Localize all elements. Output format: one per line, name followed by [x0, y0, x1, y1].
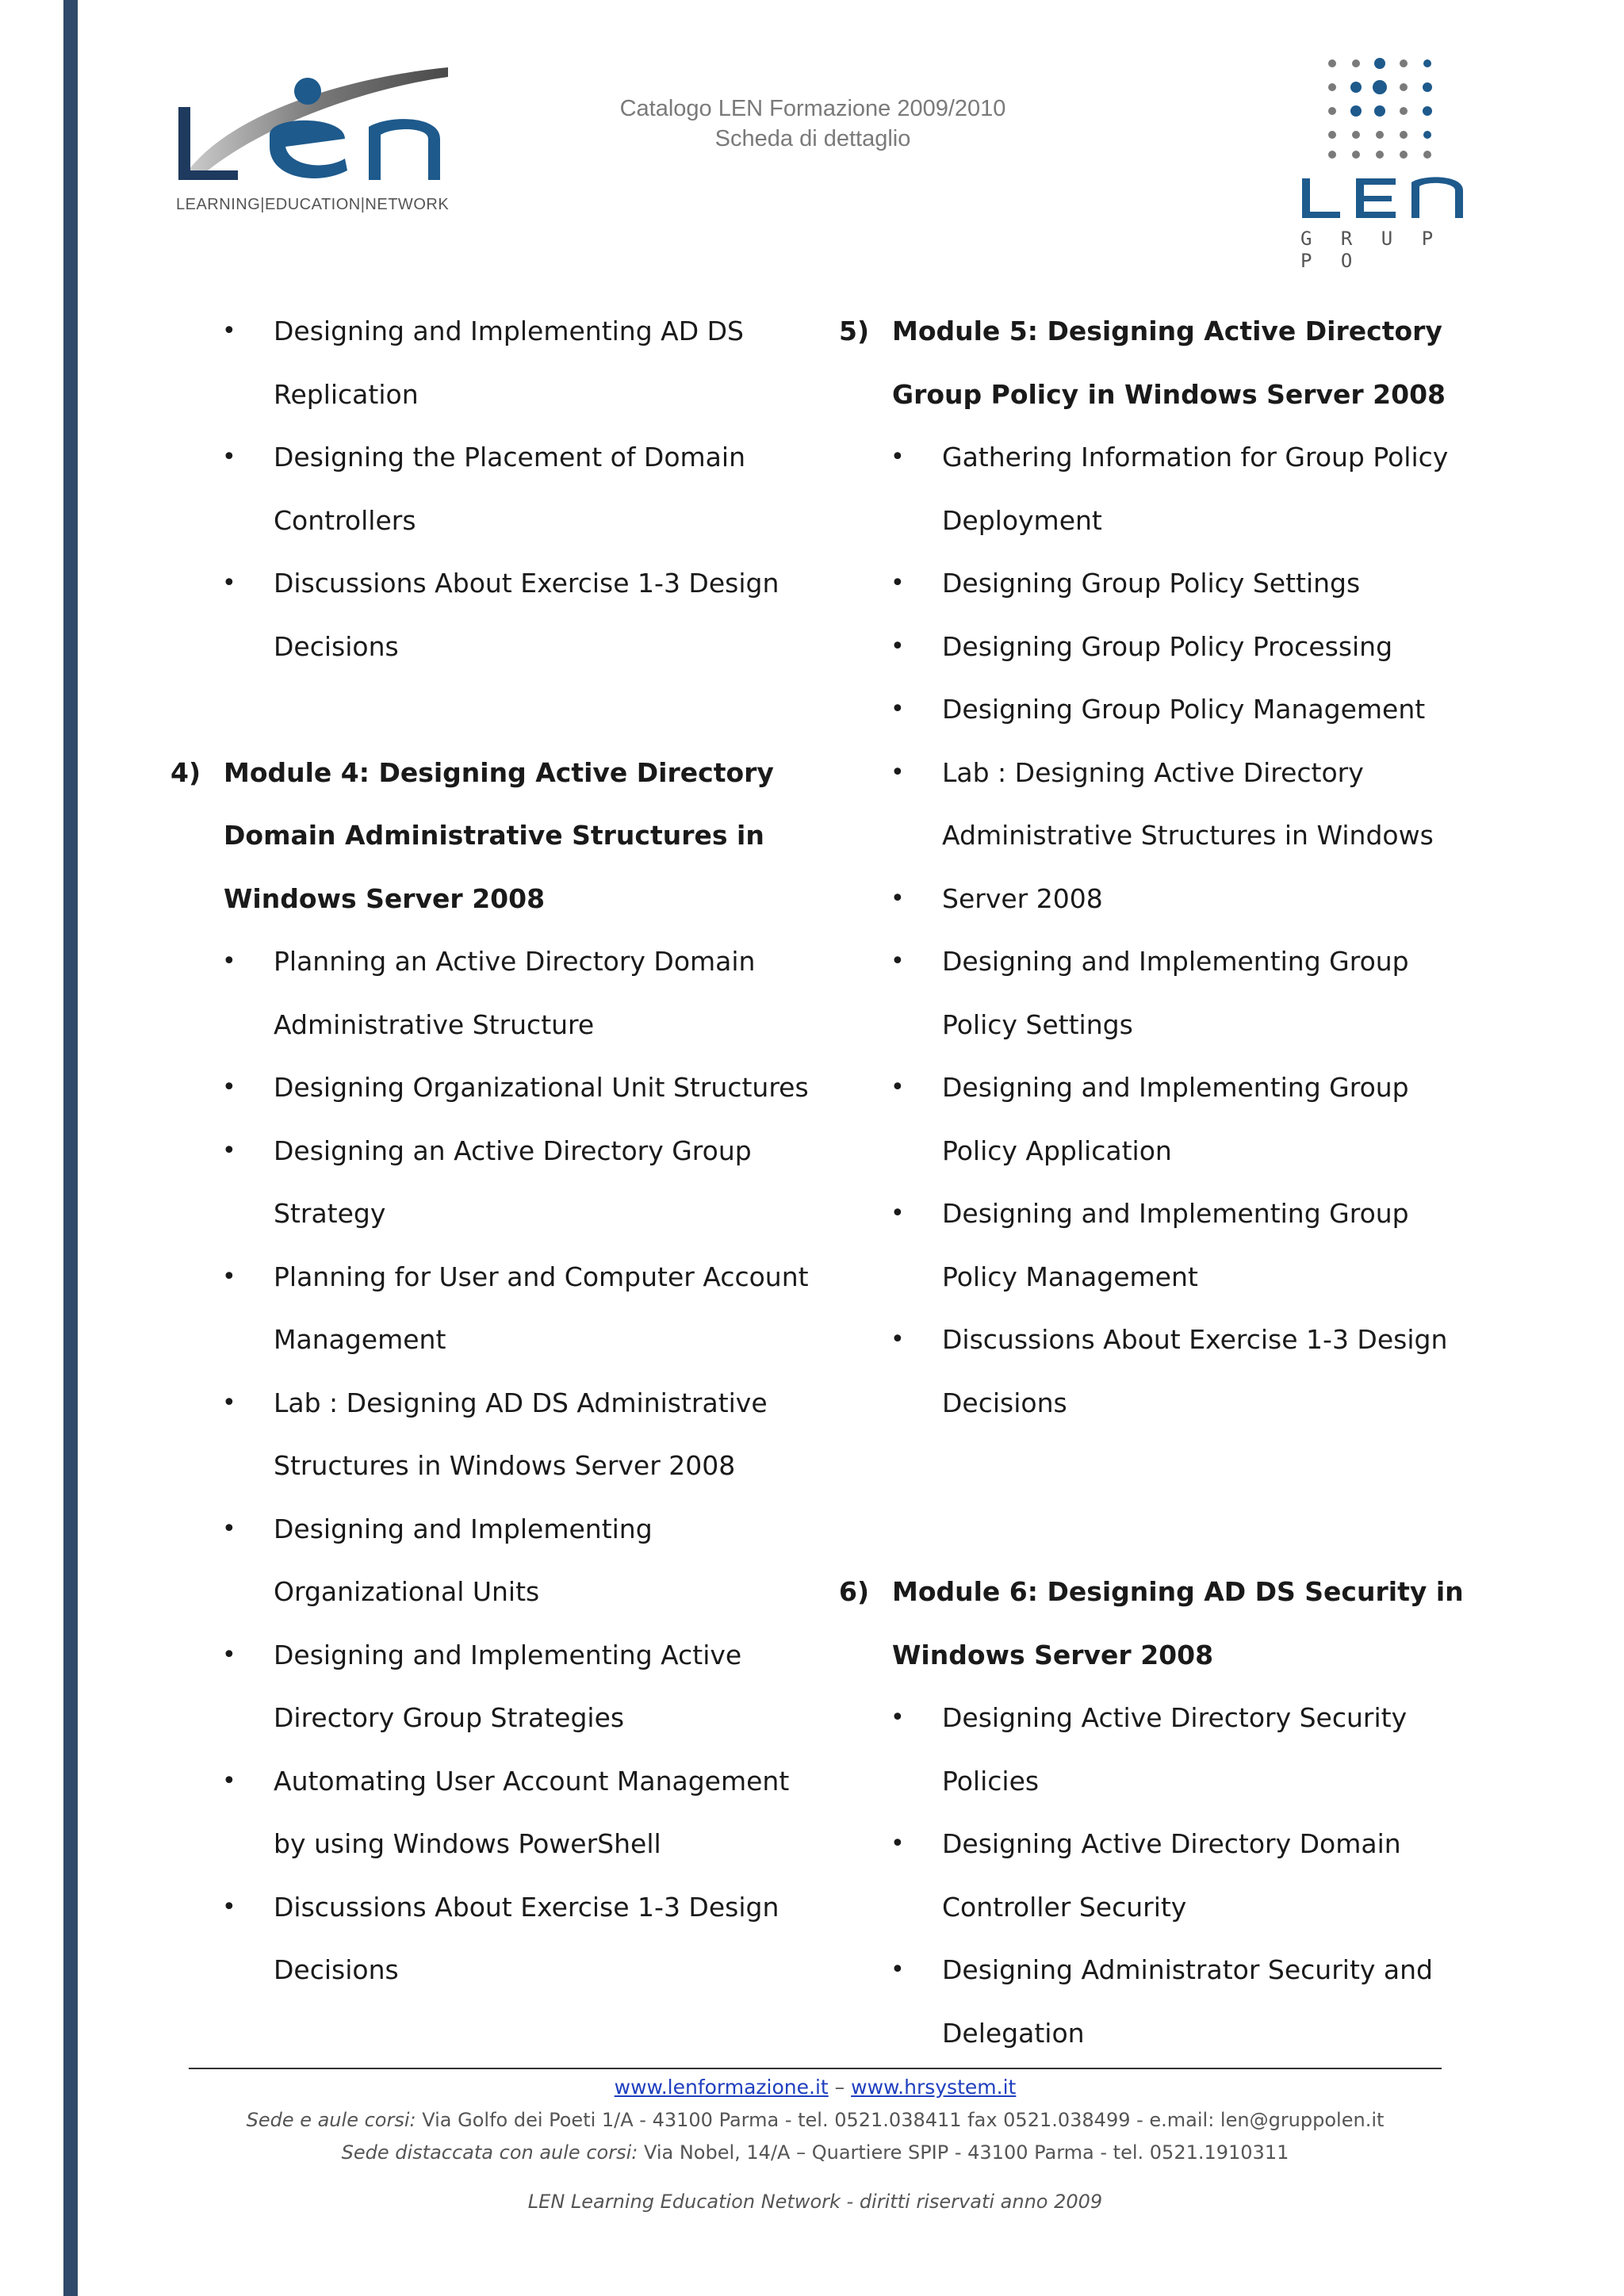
bullet-icon: • [891, 1200, 905, 1227]
bullet-icon: • [891, 695, 905, 723]
list-item-continuation: Delegation [942, 2017, 1085, 2049]
list-item [839, 1948, 1473, 2011]
bullet-icon: • [222, 947, 236, 975]
list-item-continuation: Decisions [942, 1387, 1067, 1418]
lenformazione-link[interactable]: www.lenformazione.it [614, 2076, 829, 2099]
module-title: Module 4: Designing Active Directory [224, 756, 774, 788]
logo-tagline: LEARNING|EDUCATION|NETWORK [176, 196, 450, 213]
hrsystem-link[interactable]: www.hrsystem.it [851, 2076, 1017, 2099]
bullet-icon: • [222, 443, 236, 471]
bullet-icon: • [222, 1388, 236, 1417]
bullet-icon: • [891, 443, 905, 471]
list-item-continuation: Policy Management [942, 1261, 1198, 1292]
module-heading [839, 309, 1473, 373]
list-item [839, 751, 1473, 814]
list-item-continuation: by using Windows PowerShell [274, 1828, 661, 1859]
list-item [839, 435, 1473, 499]
list-item-text: Designing Group Policy Settings [942, 568, 1361, 599]
bullet-icon: • [222, 1262, 236, 1291]
list-item-text: Designing and Implementing Active [274, 1639, 742, 1670]
catalog-title: Catalogo LEN Formazione 2009/2010 [619, 96, 1006, 121]
list-item [839, 1822, 1473, 1885]
list-item-text: Designing Active Directory Domain [942, 1828, 1401, 1859]
bullet-icon: • [891, 884, 905, 913]
left-accent-bar [63, 0, 78, 2296]
list-item-continuation: Policy Application [942, 1135, 1172, 1166]
list-item-text: Planning for User and Computer Account [274, 1261, 809, 1292]
module-number: 5) [839, 316, 870, 346]
right-column [839, 309, 1473, 2074]
list-item-continuation: Decisions [274, 1954, 399, 1985]
list-item-continuation: Deployment [942, 504, 1102, 536]
list-item-text: Designing and Implementing Group [942, 1072, 1409, 1103]
bullet-icon: • [891, 1326, 905, 1353]
bullet-icon: • [891, 1830, 905, 1858]
footer-address-branch [189, 2141, 1442, 2164]
list-item-text: Designing and Implementing [274, 1513, 653, 1544]
list-item-continuation: Structures in Windows Server 2008 [274, 1450, 736, 1481]
list-item [839, 1318, 1473, 1381]
left-column [170, 309, 809, 2011]
list-item-continuation: Organizational Units [274, 1576, 540, 1607]
list-item [170, 1381, 805, 1445]
list-item-continuation: Administrative Structures in Windows [942, 820, 1434, 851]
bullet-icon: • [222, 1640, 236, 1669]
list-item [170, 1507, 805, 1571]
list-item-text: Gathering Information for Group Policy [942, 442, 1449, 473]
list-item [839, 1696, 1473, 1759]
module-title: Module 6: Designing AD DS Security in [892, 1576, 1464, 1607]
module-number: 4) [170, 756, 201, 788]
module-heading-continuation: Domain Administrative Structures in [224, 820, 764, 851]
list-item [170, 1885, 805, 1949]
list-item-text: Lab : Designing AD DS Administrative [274, 1387, 768, 1418]
list-item [170, 435, 805, 499]
list-item-text: Designing Group Policy Processing [942, 630, 1393, 662]
list-item [170, 1255, 809, 1318]
branch-label: Sede distaccata con aule corsi: [341, 2141, 638, 2164]
list-item-text: Planning an Active Directory Domain [274, 946, 756, 977]
list-item [839, 1066, 1473, 1129]
list-item [170, 1129, 805, 1192]
list-item [839, 1192, 1473, 1255]
module-heading-continuation: Group Policy in Windows Server 2008 [892, 378, 1446, 410]
list-item-continuation: Directory Group Strategies [274, 1702, 625, 1733]
module-title: Module 5: Designing Active Directory [892, 316, 1442, 346]
list-item-text: Automating User Account Management [274, 1765, 790, 1797]
document-header [555, 94, 1071, 154]
list-item-text: Discussions About Exercise 1-3 Design [274, 568, 779, 599]
bullet-icon: • [222, 1136, 236, 1165]
list-item-text: Designing Group Policy Management [942, 694, 1426, 725]
bullet-icon: • [222, 569, 236, 597]
list-item [839, 625, 1473, 688]
catalog-subtitle: Scheda di dettaglio [714, 126, 911, 151]
module-number: 6) [839, 1576, 870, 1607]
bullet-icon: • [222, 1514, 236, 1543]
bullet-icon: • [222, 1766, 236, 1795]
list-item-continuation: Policy Settings [942, 1008, 1133, 1040]
list-item-text: Designing and Implementing Group [942, 946, 1409, 977]
bullet-icon: • [222, 317, 236, 345]
len-gruppo-logo [1293, 52, 1475, 272]
list-item-continuation: Administrative Structure [274, 1008, 595, 1040]
footer-links [189, 2076, 1442, 2099]
module-heading [170, 751, 805, 814]
list-item-continuation: Replication [274, 378, 419, 410]
list-item-text: Designing and Implementing Group [942, 1198, 1409, 1229]
branch-text: Via Nobel, 14/A – Quartiere SPIP - 43100 Parma - tel. 0521.1910311 [638, 2141, 1289, 2164]
list-item-text: Discussions About Exercise 1-3 Design [274, 1891, 779, 1923]
address-text: Via Golfo dei Poeti 1/A - 43100 Parma - tel. 0521.038411 fax 0521.038499 - e.mail: len@gruppolen.it [416, 2109, 1385, 2131]
list-item-text: Lab : Designing Active Directory [942, 756, 1364, 788]
footer-divider [189, 2068, 1442, 2069]
blank-line [170, 687, 805, 751]
list-item [170, 939, 805, 1003]
bullet-icon: • [222, 1073, 236, 1101]
list-item-text: Designing the Placement of Domain [274, 442, 745, 473]
list-item [839, 939, 1473, 1003]
bullet-icon: • [891, 1704, 905, 1732]
list-item [839, 687, 1473, 751]
list-item [170, 1066, 809, 1129]
list-item [170, 561, 805, 625]
blank-line [839, 1444, 1473, 1507]
list-item-text: Designing an Active Directory Group [274, 1135, 752, 1166]
address-label: Sede e aule corsi: [246, 2109, 416, 2131]
list-item [170, 1759, 805, 1823]
list-item [839, 561, 1473, 625]
module-heading-continuation: Windows Server 2008 [224, 882, 546, 914]
bullet-icon: • [891, 758, 905, 786]
list-item-text: Designing Organizational Unit Structures [274, 1072, 809, 1103]
list-item-text: Designing Administrator Security and [942, 1954, 1433, 1985]
blank-line [839, 1507, 1473, 1571]
list-item [839, 877, 1473, 940]
list-item-text: Server 2008 [942, 882, 1103, 914]
list-item-continuation: Controller Security [942, 1891, 1187, 1923]
list-item [170, 1633, 805, 1697]
list-item-continuation: Management [274, 1324, 446, 1355]
list-item-continuation: Decisions [274, 630, 399, 662]
list-item-text: Designing and Implementing AD DS [274, 316, 744, 346]
len-logo [167, 59, 460, 213]
bullet-icon: • [222, 1892, 236, 1921]
footer-address-main [189, 2109, 1442, 2131]
bullet-icon: • [891, 1073, 905, 1101]
footer-copyright: LEN Learning Education Network - diritti riservati anno 2009 [527, 2191, 1103, 2213]
list-item-continuation: Strategy [274, 1198, 386, 1229]
list-item-continuation: Policies [942, 1765, 1040, 1797]
bullet-icon: • [891, 632, 905, 660]
module-heading-continuation: Windows Server 2008 [892, 1639, 1214, 1670]
list-item-text: Designing Active Directory Security [942, 1702, 1408, 1733]
bullet-icon: • [891, 1956, 905, 1984]
list-item-text: Discussions About Exercise 1-3 Design [942, 1324, 1448, 1355]
list-item [170, 309, 805, 373]
bullet-icon: • [891, 569, 905, 597]
link-separator: – [828, 2076, 852, 2099]
module-heading [839, 1570, 1473, 1633]
logo-gruppo-text: G R U P P O [1300, 228, 1442, 272]
bullet-icon: • [891, 947, 905, 975]
list-item-continuation: Controllers [274, 504, 416, 536]
